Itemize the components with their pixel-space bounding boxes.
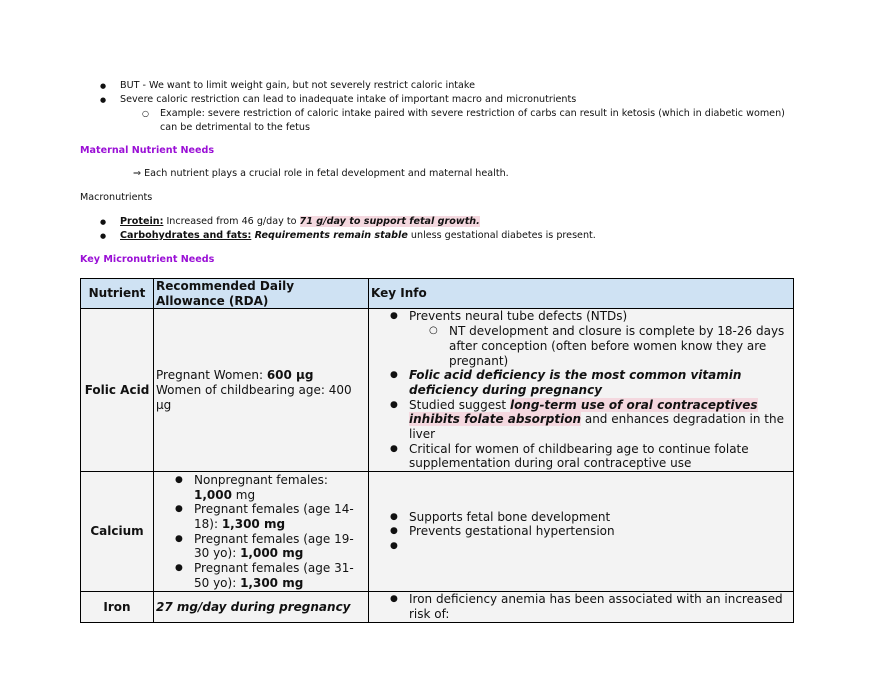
key-info-item: ● Iron deficiency anemia has been associated with an increased risk of:: [371, 592, 791, 621]
micronutrient-table: [80, 278, 794, 623]
key-info-highlight: long-term use of oral contraceptives inhibits folate absorption: [409, 397, 758, 427]
rda-value: 1,000 mg: [240, 546, 304, 561]
rda-cell: [154, 472, 369, 592]
header-nutrient: Nutrient: [81, 279, 154, 309]
header-rda: Recommended Daily Allowance (RDA): [154, 279, 369, 309]
rda-item: [156, 561, 366, 590]
rda-childbearing: Women of childbearing age: 400 µg: [156, 382, 352, 412]
rda-item: [156, 473, 366, 502]
rda-cell: [154, 309, 369, 472]
key-info-item: ● Prevents gestational hypertension: [371, 524, 791, 539]
rda-label: Pregnant females (age 14-18):: [194, 502, 354, 531]
table-row-iron: [81, 592, 794, 623]
rda-label: Pregnant Women:: [156, 368, 267, 383]
rda-cell: 27 mg/day during pregnancy: [154, 592, 369, 623]
rda-label: Nonpregnant females:: [194, 472, 328, 487]
header-key-info: Key Info: [369, 279, 794, 309]
key-info-list: [371, 510, 791, 554]
rda-value: 600 µg: [266, 368, 314, 383]
nutrient-role-line: ⇒ Each nutrient plays a crucial role in fetal development and maternal health.: [133, 168, 509, 179]
rda-list: [156, 473, 366, 591]
protein-label: Protein:: [120, 216, 164, 227]
intro-bullet: ● BUT - We want to limit weight gain, but not severely restrict caloric intake: [80, 79, 800, 93]
rda-pregnant: [156, 368, 366, 383]
key-info-cell: [369, 309, 794, 472]
macronutrient-list: [80, 215, 800, 243]
macronutrients-label: Macronutrients: [80, 192, 153, 203]
key-info-item: [371, 398, 791, 442]
key-info-text: and enhances degradation in the liver: [409, 412, 784, 442]
key-info-item: ● Prevents neural tube defects (NTDs): [371, 309, 791, 324]
intro-bullet: ● Severe caloric restriction can lead to inadequate intake of important macro and micronutrients: [80, 93, 800, 107]
key-info-cell: [369, 592, 794, 623]
rda-item: [156, 502, 366, 531]
table-row-folic-acid: [81, 309, 794, 472]
maternal-nutrient-heading: Maternal Nutrient Needs: [80, 145, 215, 156]
carbs-label: Carbohydrates and fats:: [120, 230, 252, 241]
protein-text: Increased from 46 g/day to: [163, 216, 300, 227]
carbs-text: unless gestational diabetes is present.: [407, 230, 596, 241]
intro-sub-bullet: ○ Example: severe restriction of caloric intake paired with severe restriction of carbs can result in ketosis (which in diabetic women) can be detrimental to the fetus: [80, 107, 800, 135]
key-info-item: ● Folic acid deficiency is the most common vitamin deficiency during pregnancy: [371, 368, 791, 397]
key-info-sub-item: ○ NT development and closure is complete by 18-26 days after conception (often before women know they are pregnant): [371, 324, 791, 368]
key-info-empty-item: [371, 539, 791, 554]
intro-bullet-list: [80, 79, 800, 135]
key-info-list: [371, 592, 791, 621]
key-info-text: Studied suggest: [409, 397, 510, 412]
rda-item: [156, 532, 366, 561]
table-header-row: [81, 279, 794, 309]
carbs-item: [80, 229, 800, 243]
key-info-item: ● Supports fetal bone development: [371, 510, 791, 525]
rda-value: 1,300 mg: [221, 516, 286, 531]
key-info-item: ● Critical for women of childbearing age to continue folate supplementation during oral contraceptive use: [371, 442, 791, 471]
rda-value: 1,000: [194, 487, 232, 502]
rda-label: Pregnant females (age 31-50 yo):: [194, 561, 354, 590]
rda-label: Pregnant females (age 19-30 yo):: [194, 531, 354, 561]
protein-highlight: 71 g/day to support fetal growth.: [299, 216, 480, 227]
nutrient-name: Calcium: [81, 472, 154, 592]
carbs-bold: Requirements remain stable: [251, 230, 408, 241]
key-info-list: [371, 309, 791, 471]
protein-item: [80, 215, 800, 229]
rda-value: 1,300 mg: [240, 575, 304, 590]
key-info-cell: [369, 472, 794, 592]
nutrient-name: Folic Acid: [81, 309, 154, 472]
micronutrient-heading: Key Micronutrient Needs: [80, 254, 215, 265]
table-row-calcium: [81, 472, 794, 592]
rda-suffix: mg: [231, 487, 256, 502]
nutrient-name: Iron: [81, 592, 154, 623]
